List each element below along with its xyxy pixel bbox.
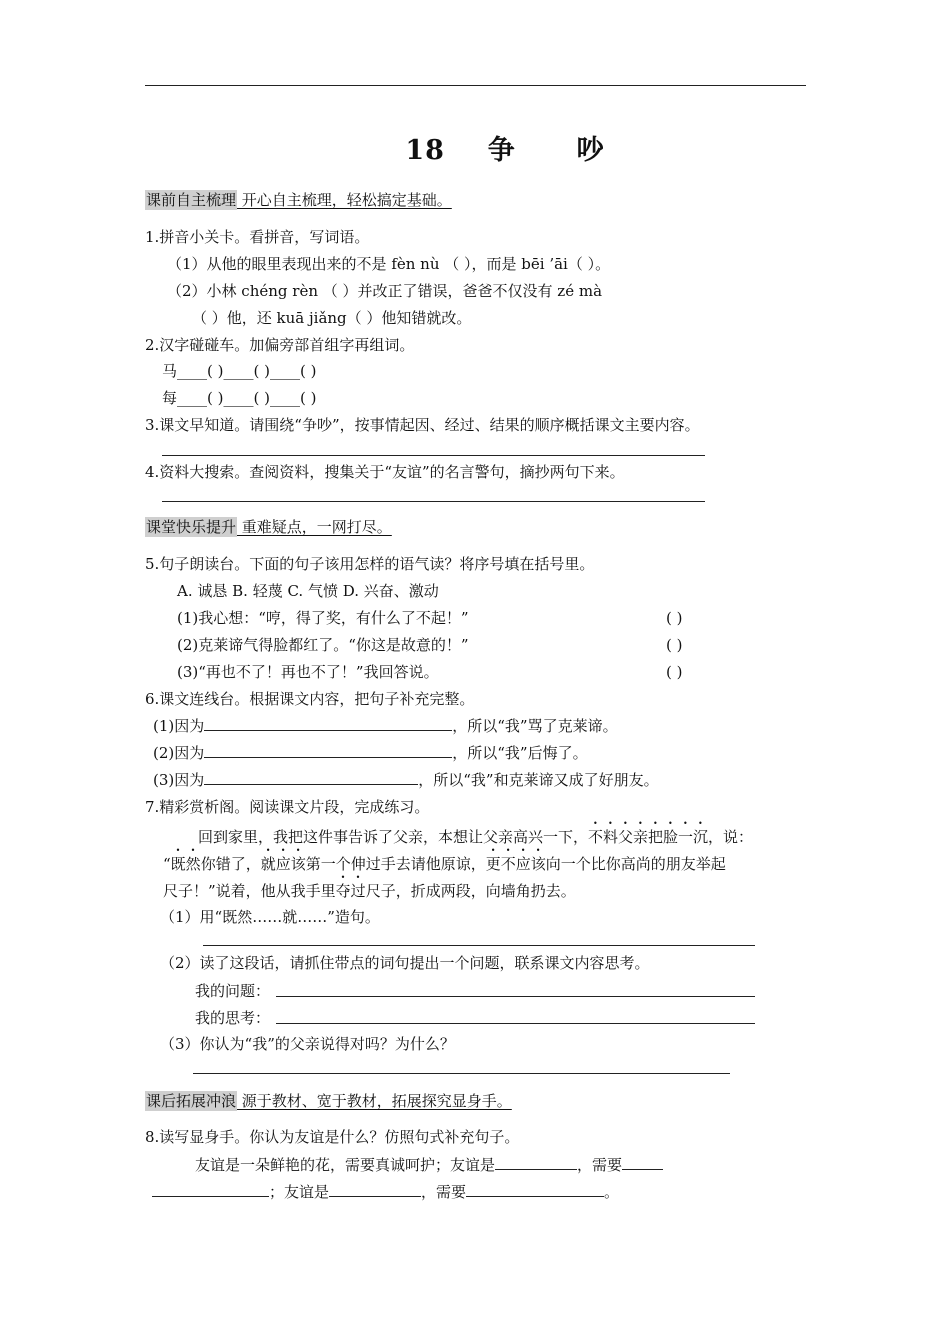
section-header-2 xyxy=(145,517,392,537)
header-rule xyxy=(145,85,806,86)
answer-paren: ( ) xyxy=(666,663,683,681)
answer-blank xyxy=(204,743,452,758)
answer-paren: ( ) xyxy=(666,609,683,627)
q1-line-2: （2）小林 chéng rèn （ ）并改正了错误，爸爸不仅没有 zé mà xyxy=(167,282,603,300)
answer-blank xyxy=(495,1155,577,1170)
answer-blank xyxy=(204,716,452,731)
q8-line-2: ；友谊是 ，需要 。 xyxy=(152,1182,619,1202)
section-tag: 课后拓展冲浪 xyxy=(146,1092,237,1110)
section-motto: 源于教材、宽于教材，拓展探究显身手。 xyxy=(237,1092,512,1110)
title-char-2: 吵 xyxy=(576,135,605,166)
section-tag: 课堂快乐提升 xyxy=(146,518,237,536)
answer-line xyxy=(162,455,705,456)
answer-line xyxy=(203,945,755,946)
q8-line-1: 友谊是一朵鲜艳的花，需要真诚呵护；友谊是 ，需要 xyxy=(195,1155,663,1175)
answer-blank xyxy=(329,1182,421,1197)
q6-title: 6.课文连线台。根据课文内容，把句子补充完整。 xyxy=(145,690,475,708)
section-motto: 开心自主梳理，轻松搞定基础。 xyxy=(237,191,452,209)
passage-line-1: 回到家里，我把这件事告诉了父亲，本想让父亲高兴一下，不料父亲把脸一沉，说： xyxy=(198,828,754,846)
section-motto: 重难疑点，一网打尽。 xyxy=(237,518,392,536)
answer-line xyxy=(276,1023,755,1024)
passage-line-2: “既然你错了，就应该第一个伸过手去请他原谅，更不应该向一个比你高尚的朋友举起 xyxy=(163,855,726,873)
passage-line-3: 尺子！”说着，他从我手里夺过尺子，折成两段，向墙角扔去。 xyxy=(163,882,576,900)
answer-line xyxy=(162,501,705,502)
answer-blank xyxy=(622,1155,663,1170)
q7-sub-1: （1）用“既然……就……”造句。 xyxy=(160,908,380,926)
q2-row-1: 马____( )____( )____( ) xyxy=(162,362,317,380)
answer-blank xyxy=(466,1182,604,1197)
q5-item-2: (2)克莱谛气得脸都红了。“你这是故意的！” xyxy=(177,636,469,654)
q7-sub-3: （3）你认为“我”的父亲说得对吗？为什么？ xyxy=(160,1035,455,1053)
q8-title: 8.读写显身手。你认为友谊是什么？仿照句式补充句子。 xyxy=(145,1128,520,1146)
lesson-number: 18 xyxy=(405,135,445,166)
my-question-label: 我的问题： xyxy=(195,982,271,1000)
q5-title: 5.句子朗读台。下面的句子该用怎样的语气读？将序号填在括号里。 xyxy=(145,555,595,573)
section-header-3 xyxy=(145,1091,512,1111)
section-tag: 课前自主梳理 xyxy=(146,191,237,209)
q7-sub-2: （2）读了这段话，请抓住带点的词句提出一个问题，联系课文内容思考。 xyxy=(160,954,650,972)
answer-paren: ( ) xyxy=(666,636,683,654)
q5-item-1: (1)我心想：“哼，得了奖，有什么了不起！” xyxy=(177,609,469,627)
answer-line xyxy=(276,996,755,997)
q4-title: 4.资料大搜索。查阅资料，搜集关于“友谊”的名言警句，摘抄两句下来。 xyxy=(145,463,625,481)
title-char-1: 争 xyxy=(487,135,516,166)
answer-blank xyxy=(204,770,418,785)
section-header-1 xyxy=(145,190,452,210)
q6-item-1: (1)因为 ，所以“我”骂了克莱谛。 xyxy=(153,717,618,735)
answer-blank xyxy=(152,1182,269,1197)
answer-line xyxy=(193,1073,730,1074)
page-title xyxy=(0,128,950,167)
q1-title: 1.拼音小关卡。看拼音，写词语。 xyxy=(145,228,370,246)
q3-title: 3.课文早知道。请围绕“争吵”，按事情起因、经过、结果的顺序概括课文主要内容。 xyxy=(145,416,700,434)
q5-item-3: (3)“再也不了！再也不了！”我回答说。 xyxy=(177,663,439,681)
q5-options: A. 诚恳 B. 轻蔑 C. 气愤 D. 兴奋、激动 xyxy=(177,582,439,600)
q1-line-3: （ ）他，还 kuā jiǎng（ ）他知错就改。 xyxy=(192,309,472,327)
q1-line-1: （1）从他的眼里表现出来的不是 fèn nù （ ），而是 bēi ’āi（ ）。 xyxy=(167,255,611,273)
q6-item-2: (2)因为 ，所以“我”后悔了。 xyxy=(153,744,588,762)
q2-title: 2.汉字碰碰车。加偏旁部首组字再组词。 xyxy=(145,336,415,354)
q6-item-3: (3)因为 ，所以“我”和克莱谛又成了好朋友。 xyxy=(153,771,659,789)
q2-row-2: 每____( )____( )____( ) xyxy=(162,389,317,407)
q7-title: 7.精彩赏析阁。阅读课文片段，完成练习。 xyxy=(145,798,430,816)
my-thought-label: 我的思考： xyxy=(195,1009,271,1027)
